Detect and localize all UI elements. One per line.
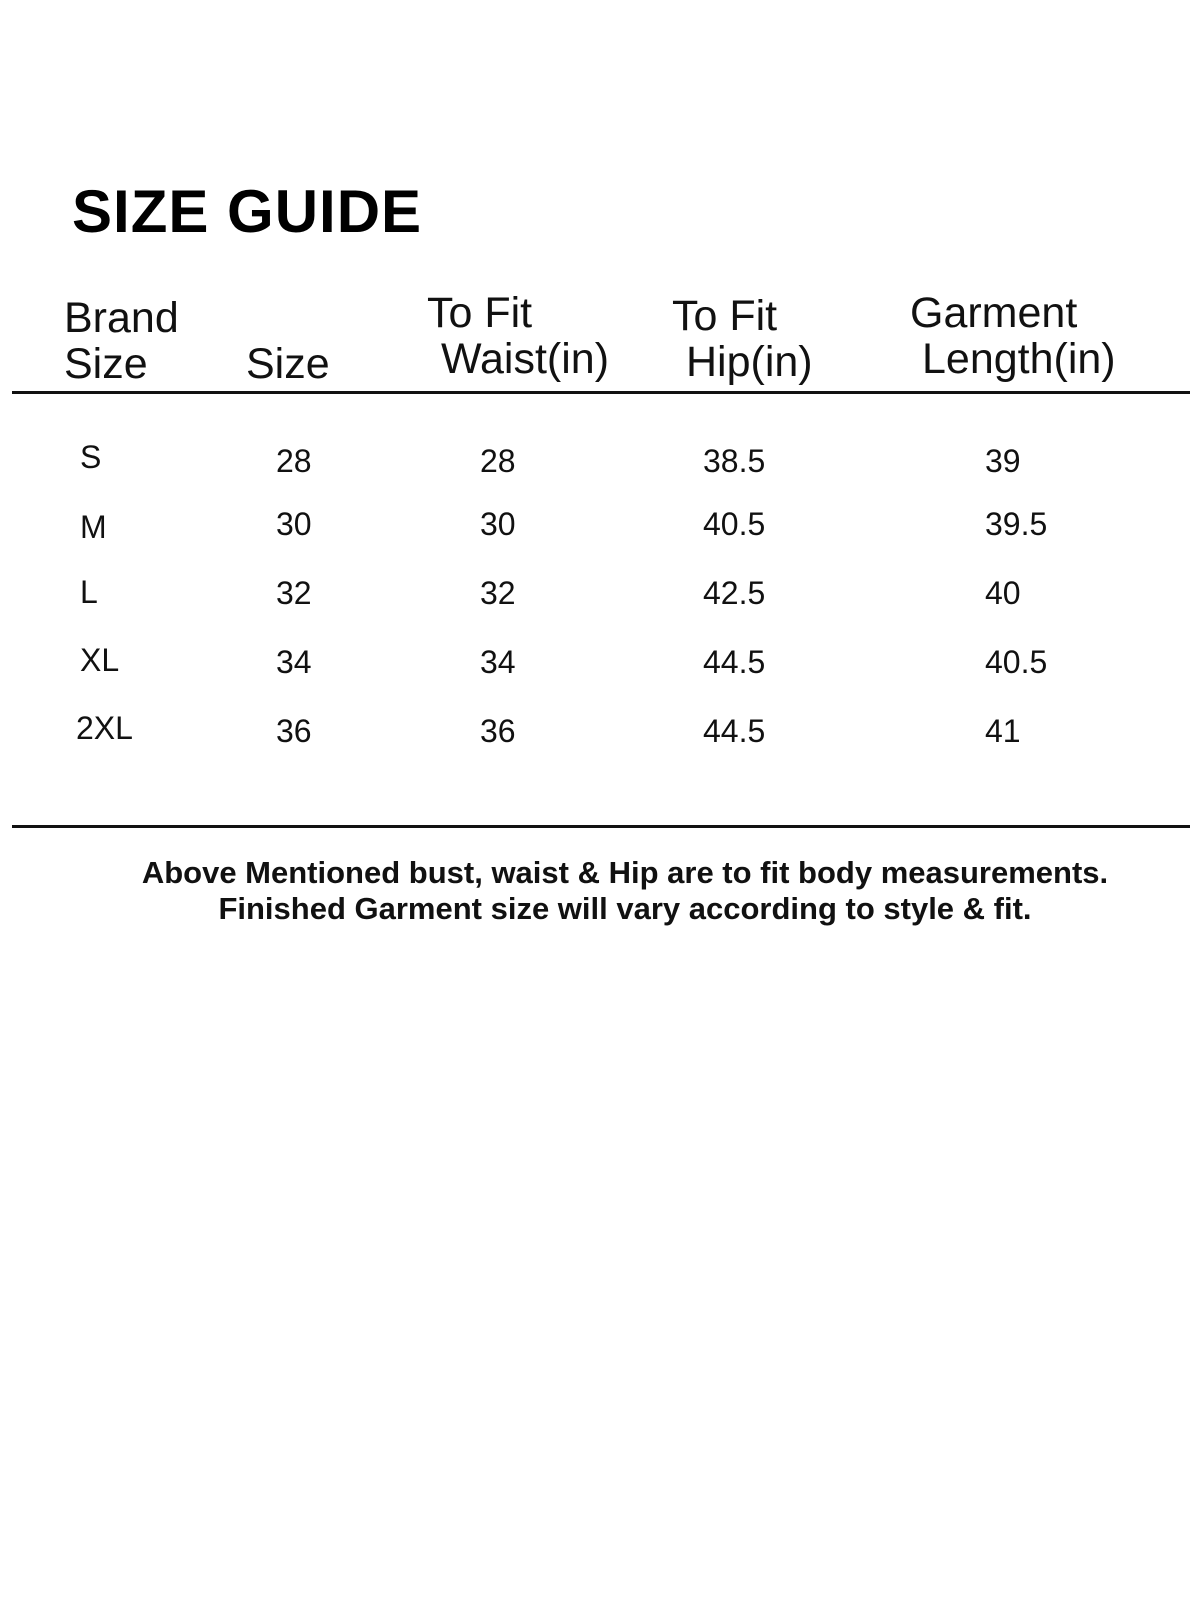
- cell-hip: 42.5: [703, 575, 766, 611]
- column-header-line2: Size: [64, 340, 148, 388]
- fit-note-line1: Above Mentioned bust, waist & Hip are to fit body measurements.: [141, 855, 1109, 890]
- cell-hip: 44.5: [703, 713, 766, 749]
- column-header-waist: [427, 290, 609, 382]
- column-header-line1: Garment: [910, 289, 1078, 337]
- column-header-line2: Hip(in): [686, 338, 813, 386]
- cell-hip: 44.5: [703, 644, 766, 680]
- cell-length: 39.5: [985, 506, 1048, 542]
- cell-brand-size: L: [80, 574, 98, 610]
- column-header-line1: To Fit: [672, 292, 778, 340]
- column-header-brand-size: [64, 295, 179, 387]
- page-title: SIZE GUIDE: [72, 178, 423, 245]
- cell-size: 28: [276, 443, 312, 479]
- footer-divider: [12, 825, 1190, 828]
- header-divider: [12, 391, 1190, 394]
- cell-brand-size: S: [80, 439, 102, 475]
- cell-brand-size: M: [80, 509, 107, 545]
- cell-length: 40: [985, 575, 1021, 611]
- cell-length: 40.5: [985, 644, 1048, 680]
- column-header-size: [246, 341, 330, 387]
- column-header-line2: Waist(in): [441, 335, 610, 383]
- cell-waist: 30: [480, 506, 516, 542]
- cell-hip: 40.5: [703, 506, 766, 542]
- cell-size: 34: [276, 644, 312, 680]
- cell-size: 32: [276, 575, 312, 611]
- column-header-line1: Brand: [64, 294, 179, 342]
- column-header-line1: To Fit: [427, 289, 533, 337]
- cell-size: 30: [276, 506, 312, 542]
- column-header-line2: Length(in): [922, 335, 1116, 383]
- cell-waist: 32: [480, 575, 516, 611]
- cell-waist: 34: [480, 644, 516, 680]
- cell-waist: 36: [480, 713, 516, 749]
- cell-size: 36: [276, 713, 312, 749]
- cell-length: 41: [985, 713, 1021, 749]
- fit-note-line2: Finished Garment size will vary according to style & fit.: [218, 891, 1032, 926]
- cell-brand-size: XL: [80, 642, 120, 678]
- fit-note: [0, 855, 1200, 927]
- cell-hip: 38.5: [703, 443, 766, 479]
- column-header-line2: Size: [246, 340, 330, 388]
- cell-brand-size: 2XL: [76, 710, 133, 746]
- column-header-length: [910, 290, 1116, 382]
- cell-waist: 28: [480, 443, 516, 479]
- cell-length: 39: [985, 443, 1021, 479]
- column-header-hip: [672, 293, 813, 385]
